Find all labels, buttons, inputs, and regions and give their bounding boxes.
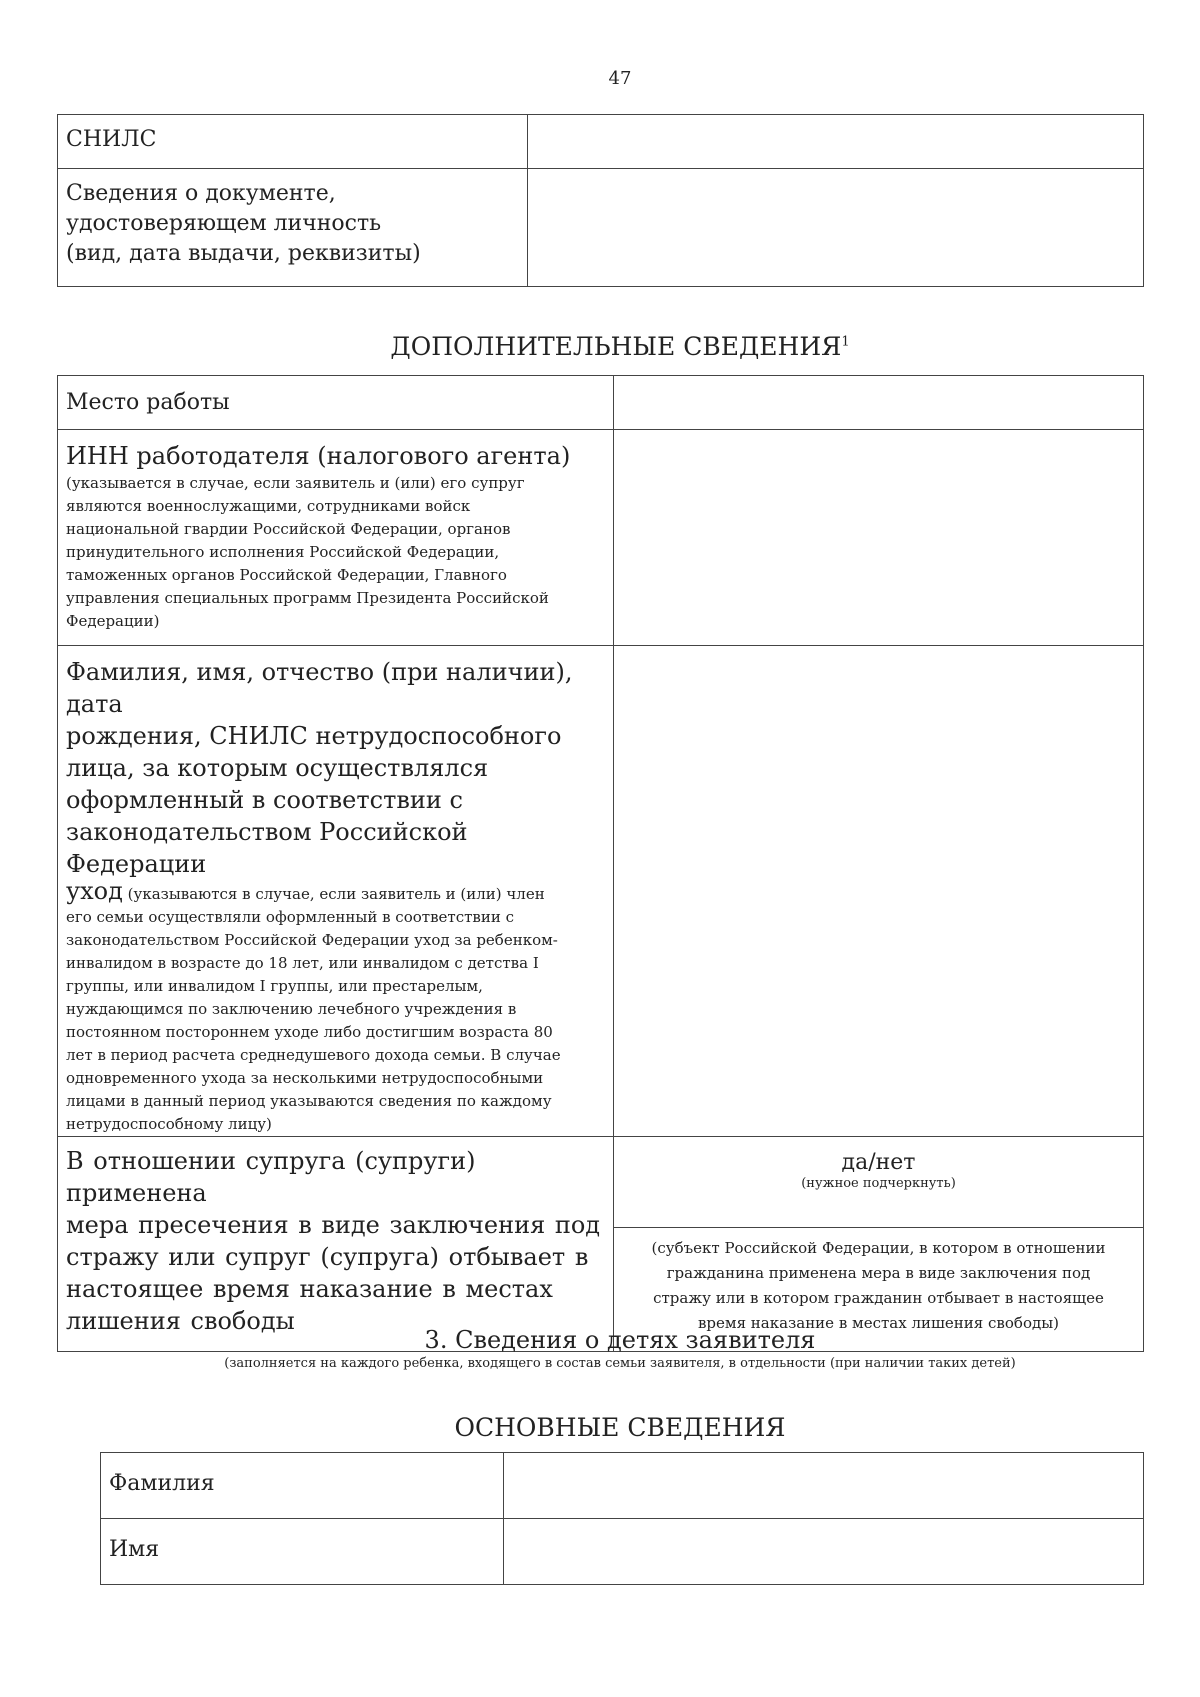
child-name-value-cell[interactable] bbox=[504, 1519, 1144, 1585]
note-line: одновременного ухода за несколькими нетрудоспособными bbox=[66, 1069, 544, 1087]
custody-answer[interactable]: да/нет bbox=[841, 1150, 916, 1175]
label-line: оформленный в соответствии с bbox=[66, 786, 463, 814]
label-line: законодательством Российской Федерации bbox=[66, 818, 468, 878]
hint-line: время наказание в местах лишения свободы) bbox=[697, 1314, 1059, 1332]
workplace-value-cell[interactable] bbox=[614, 376, 1144, 430]
note-line: группы, или инвалидом I группы, или престарелым, bbox=[66, 977, 483, 995]
additional-info-heading bbox=[0, 332, 1200, 361]
custody-label bbox=[58, 1137, 614, 1352]
note-line: таможенных органов Российской Федерации, Главного bbox=[66, 566, 507, 584]
employer-inn-note bbox=[66, 472, 605, 633]
id-document-label bbox=[58, 169, 528, 287]
custody-answer-hint: (нужное подчеркнуть) bbox=[801, 1176, 956, 1191]
custody-answer-spacer bbox=[622, 1193, 1135, 1227]
label-line: В отношении супруга (супруги) применена bbox=[66, 1147, 476, 1207]
hint-line: гражданина применена мера в виде заключения под bbox=[666, 1264, 1091, 1282]
note-line: (указывается в случае, если заявитель и (или) его супруг bbox=[66, 474, 525, 492]
hint-line: стражу или в котором гражданин отбывает в настоящее bbox=[653, 1289, 1104, 1307]
care-person-cell bbox=[58, 646, 614, 1137]
note-line: принудительного исполнения Российской Федерации, bbox=[66, 543, 500, 561]
children-section-title: 3. Сведения о детях заявителя bbox=[424, 1326, 816, 1354]
care-person-note bbox=[66, 877, 605, 1136]
note-line: нетрудоспособному лицу) bbox=[66, 1115, 272, 1133]
care-person-value-cell[interactable] bbox=[614, 646, 1144, 1137]
note-line: управления специальных программ Президента Российской bbox=[66, 589, 549, 607]
note-line: его семьи осуществляли оформленный в соответствии с bbox=[66, 908, 515, 926]
child-name-label: Имя bbox=[101, 1519, 504, 1585]
label-line: настоящее время наказание в местах bbox=[66, 1275, 553, 1303]
additional-info-heading-text: ДОПОЛНИТЕЛЬНЫЕ СВЕДЕНИЯ bbox=[390, 332, 842, 361]
footnote-marker: 1 bbox=[841, 334, 850, 350]
custody-value-cell bbox=[614, 1137, 1144, 1352]
basic-info-heading: ОСНОВНЫЕ СВЕДЕНИЯ bbox=[454, 1413, 786, 1442]
note-line: лицами в данный период указываются сведения по каждому bbox=[66, 1092, 552, 1110]
employer-inn-value-cell[interactable] bbox=[614, 430, 1144, 646]
child-basic-info-table bbox=[100, 1452, 1144, 1585]
child-surname-value-cell[interactable] bbox=[504, 1453, 1144, 1519]
employer-inn-label: ИНН работодателя (налогового агента) bbox=[66, 442, 571, 470]
snils-label: СНИЛС bbox=[58, 115, 528, 169]
note-line: являются военнослужащими, сотрудниками войск bbox=[66, 497, 471, 515]
id-document-label-line: удостоверяющем личность bbox=[66, 211, 382, 236]
hint-line: (субъект Российской Федерации, в котором в отношении bbox=[651, 1239, 1106, 1257]
children-section-subtitle: (заполняется на каждого ребенка, входящего в состав семьи заявителя, в отдельности (при наличии таких детей) bbox=[224, 1356, 1016, 1371]
label-line: уход bbox=[66, 877, 123, 905]
note-line: лет в период расчета среднедушевого дохода семьи. В случае bbox=[66, 1046, 561, 1064]
label-line: рождения, СНИЛС нетрудоспособного bbox=[66, 722, 562, 750]
note-line: Федерации) bbox=[66, 612, 160, 630]
label-line: лица, за которым осуществлялся bbox=[66, 754, 489, 782]
id-document-label-line: (вид, дата выдачи, реквизиты) bbox=[66, 241, 421, 266]
label-line: лишения свободы bbox=[66, 1307, 295, 1335]
id-document-label-line: Сведения о документе, bbox=[66, 181, 336, 206]
workplace-label: Место работы bbox=[58, 376, 614, 430]
note-line: (указываются в случае, если заявитель и (или) член bbox=[122, 885, 545, 903]
page-number: 47 bbox=[608, 68, 632, 89]
note-line: инвалидом в возрасте до 18 лет, или инвалидом с детства I bbox=[66, 954, 539, 972]
label-line: мера пресечения в виде заключения под bbox=[66, 1211, 601, 1239]
identity-table bbox=[57, 114, 1144, 287]
region-hint bbox=[622, 1228, 1135, 1336]
label-line: стражу или супруг (супруга) отбывает в bbox=[66, 1243, 589, 1271]
id-document-value-cell[interactable] bbox=[528, 169, 1144, 287]
employer-inn-cell bbox=[58, 430, 614, 646]
care-person-label bbox=[66, 656, 605, 880]
note-line: постоянном постороннем уходе либо достигшим возраста 80 bbox=[66, 1023, 553, 1041]
label-line: Фамилия, имя, отчество (при наличии), дата bbox=[66, 658, 573, 718]
additional-info-table bbox=[57, 375, 1144, 1352]
snils-value-cell[interactable] bbox=[528, 115, 1144, 169]
note-line: национальной гвардии Российской Федерации, органов bbox=[66, 520, 511, 538]
note-line: нуждающимся по заключению лечебного учреждения в bbox=[66, 1000, 517, 1018]
note-line: законодательством Российской Федерации уход за ребенком- bbox=[66, 931, 558, 949]
child-surname-label: Фамилия bbox=[101, 1453, 504, 1519]
